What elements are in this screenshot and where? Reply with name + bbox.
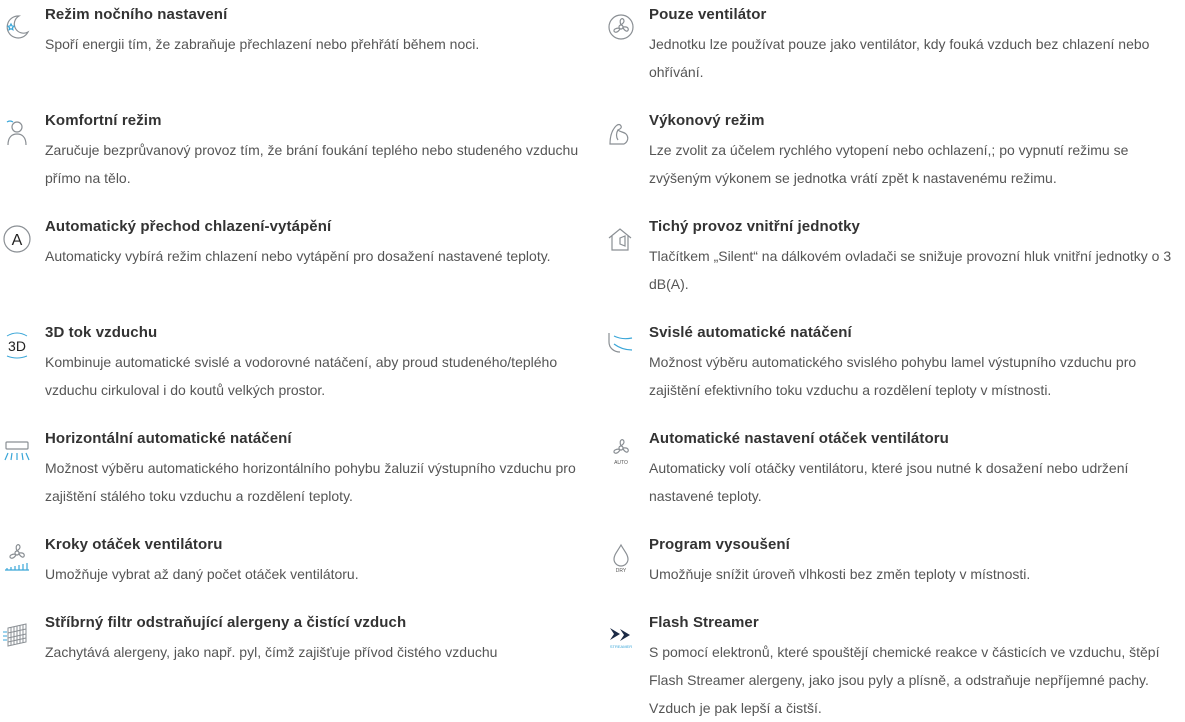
feature-description: Lze zvolit za účelem rychlého vytopení nebo ochlazení,; po vypnutí režimu se zvýšeným výkonem se jednotka vrátí zpět k nastavenému režimu. bbox=[649, 142, 1129, 186]
feature-description: S pomocí elektronů, které spouštějí chemické reakce v částicích ve vzduchu, štěpí Flash Streamer alergeny, jako jsou pyly a plísně, a odstraňuje nepříjemné pachy. Vzduch je pak lepší a čistší. bbox=[649, 644, 1160, 716]
dry-program-icon bbox=[604, 540, 638, 574]
feature-description: Jednotku lze používat pouze jako ventilátor, kdy fouká vzduch bez chlazení nebo ohřívání. bbox=[649, 36, 1150, 80]
comfort-person-icon bbox=[0, 116, 34, 150]
feature-description: Automaticky volí otáčky ventilátoru, které jsou nutné k dosažení nebo udržení nastavené teploty. bbox=[649, 460, 1129, 504]
feature-description: Možnost výběru automatického svislého pohybu lamel výstupního vzduchu pro zajištění efektivního toku vzduchu a rozdělení teploty v místnosti. bbox=[649, 354, 1137, 398]
svg-text:AUTO: AUTO bbox=[614, 460, 628, 466]
svg-text:A: A bbox=[11, 232, 23, 249]
feature-title: 3D tok vzduchu bbox=[45, 324, 158, 341]
feature-title: Výkonový režim bbox=[649, 112, 765, 129]
vertical-swing-icon bbox=[604, 328, 638, 362]
svg-text:3D: 3D bbox=[8, 338, 26, 354]
feature-title: Automatické nastavení otáček ventilátoru bbox=[649, 430, 949, 447]
svg-text:DRY: DRY bbox=[615, 568, 627, 574]
silver-filter-icon bbox=[0, 618, 34, 652]
fan-speed-steps-icon bbox=[0, 540, 34, 574]
feature-description: Zachytává alergeny, jako např. pyl, čímž zajišťuje přívod čistého vzduchu bbox=[45, 644, 498, 660]
feature-title: Horizontální automatické natáčení bbox=[45, 430, 292, 447]
auto-fan-speed-icon bbox=[604, 434, 638, 468]
horizontal-swing-icon bbox=[0, 434, 34, 468]
feature-description: Zaručuje bezprůvanový provoz tím, že brání foukání teplého nebo studeného vzduchu přímo na tělo. bbox=[45, 142, 579, 186]
silent-house-icon bbox=[604, 222, 638, 256]
feature-description: Tlačítkem „Silent“ na dálkovém ovladači se snižuje provozní hluk vnitřní jednotky o 3 dB(A). bbox=[649, 248, 1172, 292]
feature-title: Tichý provoz vnitřní jednotky bbox=[649, 218, 860, 235]
feature-description: Umožňuje vybrat až daný počet otáček ventilátoru. bbox=[45, 566, 359, 582]
night-moon-icon bbox=[0, 10, 34, 44]
feature-title: Svislé automatické natáčení bbox=[649, 324, 852, 341]
feature-title: Automatický přechod chlazení-vytápění bbox=[45, 218, 332, 235]
feature-title: Program vysoušení bbox=[649, 536, 790, 553]
3d-airflow-icon bbox=[0, 328, 34, 362]
flash-streamer-icon bbox=[604, 618, 638, 652]
auto-mode-icon bbox=[0, 222, 34, 256]
feature-description: Spoří energii tím, že zabraňuje přechlazení nebo přehřátí během noci. bbox=[45, 36, 480, 52]
feature-description: Automaticky vybírá režim chlazení nebo vytápění pro dosažení nastavené teploty. bbox=[45, 248, 551, 264]
feature-description: Umožňuje snížit úroveň vlhkosti bez změn teploty v místnosti. bbox=[649, 566, 1031, 582]
feature-description: Kombinuje automatické svislé a vodorovné natáčení, aby proud studeného/teplého vzduchu cirkuloval i do koutů velkých prostor. bbox=[45, 354, 558, 398]
svg-text:STREAMER: STREAMER bbox=[609, 644, 633, 649]
fan-icon bbox=[604, 10, 638, 44]
feature-title: Pouze ventilátor bbox=[649, 6, 767, 23]
powerful-arm-icon bbox=[604, 116, 638, 150]
feature-title: Komfortní režim bbox=[45, 112, 162, 129]
feature-title: Flash Streamer bbox=[649, 614, 759, 631]
feature-description: Možnost výběru automatického horizontálního pohybu žaluzií výstupního vzduchu pro zajištění stálého toku vzduchu a rozdělení teploty. bbox=[45, 460, 576, 504]
feature-title: Stříbrný filtr odstraňující alergeny a čistící vzduch bbox=[45, 614, 407, 631]
feature-title: Režim nočního nastavení bbox=[45, 6, 228, 23]
feature-title: Kroky otáček ventilátoru bbox=[45, 536, 223, 553]
